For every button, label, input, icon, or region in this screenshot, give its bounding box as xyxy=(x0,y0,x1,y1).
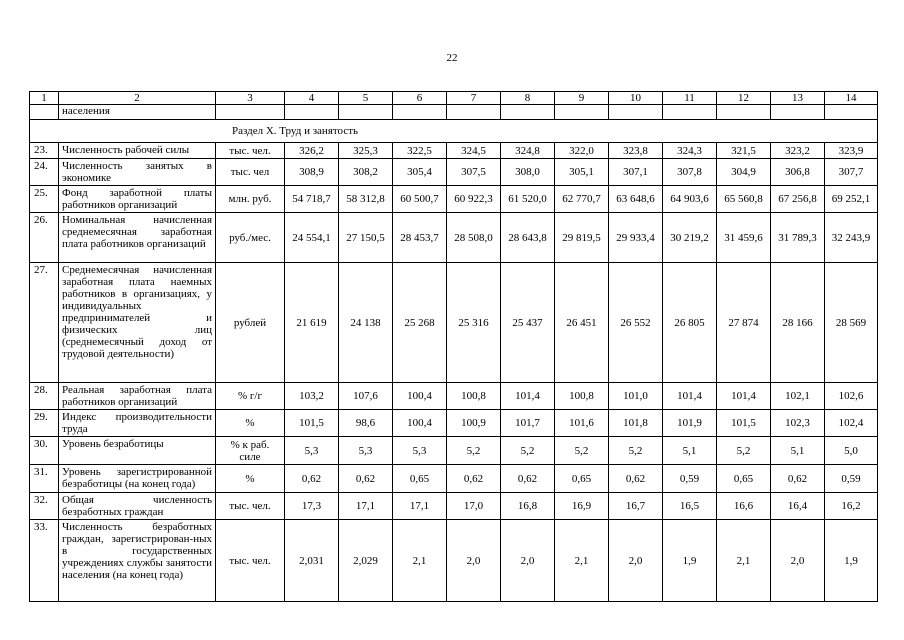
row-number: 25. xyxy=(30,186,59,213)
value-cell: 21 619 xyxy=(285,263,339,383)
value-cell: 325,3 xyxy=(339,143,393,159)
unit-cell: тыс. чел. xyxy=(216,143,285,159)
value-cell: 307,1 xyxy=(609,159,663,186)
value-cell: 17,0 xyxy=(447,493,501,520)
value-cell: 5,0 xyxy=(825,437,878,465)
empty-cell xyxy=(216,105,285,120)
table-row xyxy=(30,437,878,465)
empty-cell xyxy=(555,105,609,120)
unit-cell: руб./мес. xyxy=(216,213,285,263)
value-cell: 26 805 xyxy=(663,263,717,383)
value-cell: 102,1 xyxy=(771,383,825,410)
value-cell: 0,62 xyxy=(285,465,339,493)
empty-cell xyxy=(825,105,878,120)
unit-cell: % г/г xyxy=(216,383,285,410)
header-cell: 2 xyxy=(59,92,216,105)
continuation-row xyxy=(30,105,878,120)
value-cell: 26 552 xyxy=(609,263,663,383)
unit-cell: тыс. чел. xyxy=(216,520,285,602)
indicator-name: Численность занятых в экономике xyxy=(59,159,216,186)
row-number: 33. xyxy=(30,520,59,602)
table-row xyxy=(30,383,878,410)
value-cell: 304,9 xyxy=(717,159,771,186)
value-cell: 2,1 xyxy=(555,520,609,602)
indicator-name: Номинальная начисленная среднемесячная заработная плата работников организаций xyxy=(59,213,216,263)
indicator-name: Уровень зарегистрированной безработицы (на конец года) xyxy=(59,465,216,493)
value-cell: 2,0 xyxy=(447,520,501,602)
unit-cell: рублей xyxy=(216,263,285,383)
value-cell: 2,1 xyxy=(717,520,771,602)
indicator-name: Численность безработных граждан, зарегистрирован-ных в государственных учреждениях службы занятости населения (на конец года) xyxy=(59,520,216,602)
value-cell: 31 459,6 xyxy=(717,213,771,263)
value-cell: 323,8 xyxy=(609,143,663,159)
indicator-name: Численность рабочей силы xyxy=(59,143,216,159)
value-cell: 101,4 xyxy=(501,383,555,410)
row-number: 30. xyxy=(30,437,59,465)
value-cell: 101,9 xyxy=(663,410,717,437)
value-cell: 16,4 xyxy=(771,493,825,520)
unit-cell: тыс. чел. xyxy=(216,493,285,520)
unit-cell: млн. руб. xyxy=(216,186,285,213)
row-number: 26. xyxy=(30,213,59,263)
value-cell: 60 500,7 xyxy=(393,186,447,213)
empty-cell xyxy=(501,105,555,120)
value-cell: 5,2 xyxy=(447,437,501,465)
unit-cell: % к раб. силе xyxy=(216,437,285,465)
header-cell: 14 xyxy=(825,92,878,105)
value-cell: 0,59 xyxy=(663,465,717,493)
value-cell: 17,3 xyxy=(285,493,339,520)
value-cell: 0,65 xyxy=(393,465,447,493)
value-cell: 5,1 xyxy=(663,437,717,465)
unit-cell: % xyxy=(216,410,285,437)
value-cell: 107,6 xyxy=(339,383,393,410)
value-cell: 0,62 xyxy=(339,465,393,493)
empty-cell xyxy=(339,105,393,120)
value-cell: 5,3 xyxy=(285,437,339,465)
value-cell: 17,1 xyxy=(393,493,447,520)
value-cell: 0,62 xyxy=(609,465,663,493)
row-number: 29. xyxy=(30,410,59,437)
unit-cell: % xyxy=(216,465,285,493)
value-cell: 0,59 xyxy=(825,465,878,493)
value-cell: 308,2 xyxy=(339,159,393,186)
value-cell: 69 252,1 xyxy=(825,186,878,213)
section-title: Раздел X. Труд и занятость xyxy=(30,120,878,143)
value-cell: 0,62 xyxy=(771,465,825,493)
table-row xyxy=(30,159,878,186)
value-cell: 2,0 xyxy=(771,520,825,602)
header-cell: 10 xyxy=(609,92,663,105)
header-cell: 6 xyxy=(393,92,447,105)
value-cell: 100,8 xyxy=(555,383,609,410)
value-cell: 1,9 xyxy=(825,520,878,602)
empty-cell xyxy=(771,105,825,120)
header-cell: 12 xyxy=(717,92,771,105)
value-cell: 307,5 xyxy=(447,159,501,186)
value-cell: 101,4 xyxy=(717,383,771,410)
value-cell: 5,2 xyxy=(609,437,663,465)
value-cell: 5,2 xyxy=(717,437,771,465)
value-cell: 61 520,0 xyxy=(501,186,555,213)
indicator-name: Уровень безработицы xyxy=(59,437,216,465)
labor-employment-table xyxy=(29,91,878,602)
value-cell: 28 643,8 xyxy=(501,213,555,263)
indicator-name: Индекс производительности труда xyxy=(59,410,216,437)
value-cell: 64 903,6 xyxy=(663,186,717,213)
value-cell: 16,6 xyxy=(717,493,771,520)
value-cell: 25 268 xyxy=(393,263,447,383)
value-cell: 324,3 xyxy=(663,143,717,159)
value-cell: 5,3 xyxy=(393,437,447,465)
value-cell: 100,9 xyxy=(447,410,501,437)
value-cell: 28 508,0 xyxy=(447,213,501,263)
value-cell: 31 789,3 xyxy=(771,213,825,263)
value-cell: 30 219,2 xyxy=(663,213,717,263)
header-cell: 4 xyxy=(285,92,339,105)
value-cell: 305,4 xyxy=(393,159,447,186)
empty-cell xyxy=(393,105,447,120)
table-row xyxy=(30,263,878,383)
value-cell: 100,4 xyxy=(393,383,447,410)
value-cell: 1,9 xyxy=(663,520,717,602)
value-cell: 25 437 xyxy=(501,263,555,383)
table-row xyxy=(30,410,878,437)
value-cell: 58 312,8 xyxy=(339,186,393,213)
row-number: 28. xyxy=(30,383,59,410)
header-cell: 9 xyxy=(555,92,609,105)
value-cell: 16,7 xyxy=(609,493,663,520)
row-number: 27. xyxy=(30,263,59,383)
value-cell: 2,1 xyxy=(393,520,447,602)
value-cell: 322,5 xyxy=(393,143,447,159)
value-cell: 25 316 xyxy=(447,263,501,383)
empty-cell xyxy=(663,105,717,120)
value-cell: 29 933,4 xyxy=(609,213,663,263)
value-cell: 54 718,7 xyxy=(285,186,339,213)
header-cell: 8 xyxy=(501,92,555,105)
indicator-name: Реальная заработная плата работников организаций xyxy=(59,383,216,410)
value-cell: 28 453,7 xyxy=(393,213,447,263)
value-cell: 2,029 xyxy=(339,520,393,602)
empty-cell xyxy=(717,105,771,120)
value-cell: 60 922,3 xyxy=(447,186,501,213)
continuation-label: населения xyxy=(59,105,216,120)
value-cell: 16,9 xyxy=(555,493,609,520)
table-row xyxy=(30,493,878,520)
value-cell: 2,0 xyxy=(501,520,555,602)
value-cell: 307,8 xyxy=(663,159,717,186)
value-cell: 5,3 xyxy=(339,437,393,465)
empty-cell xyxy=(609,105,663,120)
unit-cell: тыс. чел xyxy=(216,159,285,186)
value-cell: 32 243,9 xyxy=(825,213,878,263)
value-cell: 67 256,8 xyxy=(771,186,825,213)
page-number: 22 xyxy=(446,52,458,64)
value-cell: 16,8 xyxy=(501,493,555,520)
value-cell: 101,0 xyxy=(609,383,663,410)
header-cell: 3 xyxy=(216,92,285,105)
value-cell: 324,8 xyxy=(501,143,555,159)
value-cell: 0,65 xyxy=(717,465,771,493)
row-number: 23. xyxy=(30,143,59,159)
value-cell: 305,1 xyxy=(555,159,609,186)
indicator-name: Фонд заработной платы работников организаций xyxy=(59,186,216,213)
value-cell: 17,1 xyxy=(339,493,393,520)
table-row xyxy=(30,186,878,213)
value-cell: 102,6 xyxy=(825,383,878,410)
value-cell: 308,9 xyxy=(285,159,339,186)
table-row xyxy=(30,213,878,263)
value-cell: 27 874 xyxy=(717,263,771,383)
header-cell: 5 xyxy=(339,92,393,105)
value-cell: 5,1 xyxy=(771,437,825,465)
value-cell: 65 560,8 xyxy=(717,186,771,213)
header-cell: 7 xyxy=(447,92,501,105)
empty-cell xyxy=(447,105,501,120)
value-cell: 5,2 xyxy=(501,437,555,465)
value-cell: 100,4 xyxy=(393,410,447,437)
indicator-name: Среднемесячная начисленная заработная плата наемных работников в организациях, у индивидуальных предпринимателей и физических лиц (среднемесячный доход от трудовой деятельности) xyxy=(59,263,216,383)
value-cell: 62 770,7 xyxy=(555,186,609,213)
value-cell: 308,0 xyxy=(501,159,555,186)
value-cell: 103,2 xyxy=(285,383,339,410)
value-cell: 101,8 xyxy=(609,410,663,437)
value-cell: 100,8 xyxy=(447,383,501,410)
value-cell: 322,0 xyxy=(555,143,609,159)
value-cell: 321,5 xyxy=(717,143,771,159)
value-cell: 102,4 xyxy=(825,410,878,437)
empty-cell xyxy=(285,105,339,120)
value-cell: 101,5 xyxy=(717,410,771,437)
value-cell: 16,5 xyxy=(663,493,717,520)
value-cell: 16,2 xyxy=(825,493,878,520)
table-row xyxy=(30,520,878,602)
column-number-header-row xyxy=(30,92,878,105)
value-cell: 0,62 xyxy=(447,465,501,493)
header-cell: 13 xyxy=(771,92,825,105)
value-cell: 102,3 xyxy=(771,410,825,437)
value-cell: 28 569 xyxy=(825,263,878,383)
header-cell: 1 xyxy=(30,92,59,105)
value-cell: 323,2 xyxy=(771,143,825,159)
value-cell: 2,031 xyxy=(285,520,339,602)
table-row xyxy=(30,465,878,493)
value-cell: 2,0 xyxy=(609,520,663,602)
value-cell: 306,8 xyxy=(771,159,825,186)
value-cell: 5,2 xyxy=(555,437,609,465)
indicator-name: Общая численность безработных граждан xyxy=(59,493,216,520)
value-cell: 0,62 xyxy=(501,465,555,493)
value-cell: 29 819,5 xyxy=(555,213,609,263)
row-number: 24. xyxy=(30,159,59,186)
value-cell: 323,9 xyxy=(825,143,878,159)
value-cell: 26 451 xyxy=(555,263,609,383)
section-row xyxy=(30,120,878,143)
value-cell: 101,5 xyxy=(285,410,339,437)
row-number: 31. xyxy=(30,465,59,493)
value-cell: 326,2 xyxy=(285,143,339,159)
value-cell: 24 554,1 xyxy=(285,213,339,263)
header-cell: 11 xyxy=(663,92,717,105)
value-cell: 98,6 xyxy=(339,410,393,437)
empty-cell xyxy=(30,105,59,120)
table-row xyxy=(30,143,878,159)
value-cell: 63 648,6 xyxy=(609,186,663,213)
value-cell: 101,4 xyxy=(663,383,717,410)
value-cell: 0,65 xyxy=(555,465,609,493)
row-number: 32. xyxy=(30,493,59,520)
value-cell: 101,7 xyxy=(501,410,555,437)
value-cell: 27 150,5 xyxy=(339,213,393,263)
value-cell: 24 138 xyxy=(339,263,393,383)
value-cell: 101,6 xyxy=(555,410,609,437)
value-cell: 28 166 xyxy=(771,263,825,383)
value-cell: 307,7 xyxy=(825,159,878,186)
value-cell: 324,5 xyxy=(447,143,501,159)
